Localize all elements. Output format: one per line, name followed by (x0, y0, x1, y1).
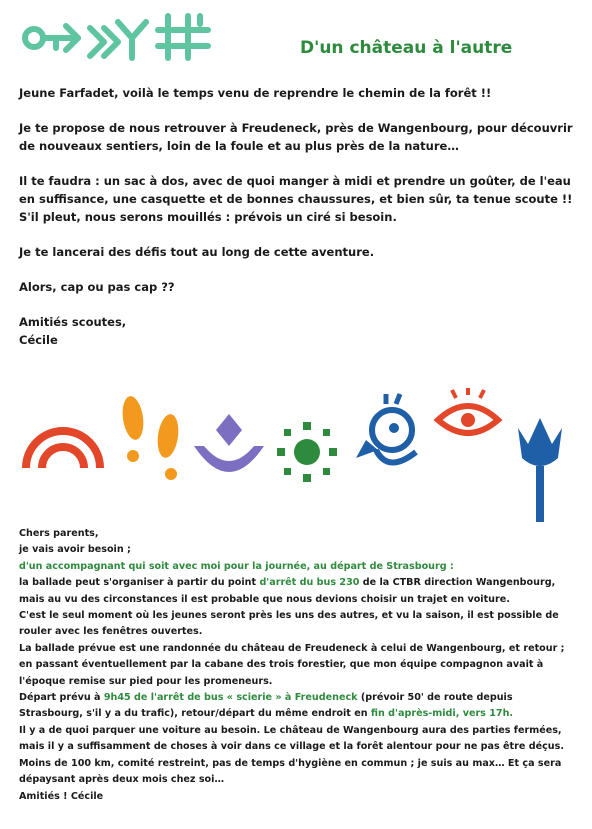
bird-icon (356, 394, 416, 463)
parents-paragraph: Départ prévu à 9h45 de l'arrêt de bus « scierie » à Freudeneck (prévoir 50' de route depuis Strasbourg, s'il y a du trafic), retour/départ du même endroit en fin d'après-midi, vers 17h. (19, 692, 514, 720)
parents-paragraph: La ballade prévue est une randonnée du château de Freudeneck à celui de Wangenbourg, et retour ; en passant éventuellement par la cabane des trois forestier, que mon équipe compagnon avait à l'époque remise sur pied pour les promeneurs. (19, 642, 565, 687)
return-highlight: fin d'après-midi, vers 17h. (370, 708, 514, 720)
parents-signature: Amitiés ! Cécile (19, 790, 104, 802)
letter-paragraph: Il te faudra : un sac à dos, avec de quoi manger à midi et prendre un goûter, de l'eau en suffisance, une casquette et de bonnes chaussures, et bien sûr, ta tenue scoute !! (19, 174, 573, 206)
parents-greeting: Chers parents, (19, 528, 99, 539)
scout-logo-icon (18, 8, 218, 64)
departure-highlight: 9h45 de l'arrêt de bus « scierie » à Freudeneck (103, 692, 358, 704)
letter-signature: Cécile (19, 333, 58, 347)
tulip-icon (518, 418, 562, 522)
parents-paragraph: Il y a de quoi parquer une voiture au besoin. Le château de Wangenbourg aura des parties fermées, mais il y a suffisamment de choses à voir dans ce village et la forêt alentour pour ne pas être déçus. (19, 724, 564, 753)
rainbow-icon (26, 431, 100, 468)
parents-paragraph: la ballade peut s'organiser à partir du point d'arrêt du bus 230 de la CTBR direction Wangenbourg, mais au vu des circonstances il est probable que nous devions choisir un trajet en voiture. (19, 577, 556, 605)
sun-icon (277, 422, 337, 482)
letter-paragraph: Je te lancerai des défis tout au long de cette aventure. (19, 245, 375, 259)
letter-signoff: Amitiés scoutes, (19, 315, 127, 329)
parents-section (19, 526, 575, 805)
eye-icon (438, 388, 498, 433)
bus-stop-highlight: d'arrêt du bus 230 (259, 577, 360, 589)
parents-paragraph: Moins de 100 km, comité restreint, pas de temps d'hygiène en commun ; je suis au max… Et ça sera dépaysant après deux mois chez soi… (19, 757, 562, 786)
letter-paragraph: Jeune Farfadet, voilà le temps venu de reprendre le chemin de la forêt !! (19, 86, 492, 100)
page-title: D'un château à l'autre (300, 38, 513, 58)
symbols-banner (18, 388, 574, 524)
letter-paragraph: Alors, cap ou pas cap ?? (19, 280, 175, 294)
smile-icon (194, 414, 264, 472)
parents-line: je vais avoir besoin ; (19, 544, 131, 556)
parents-paragraph: C'est le seul moment où les jeunes seront près les uns des autres, et vu la saison, il est possible de rouler avec les fenêtres ouvertes. (19, 610, 559, 638)
letter-paragraph: S'il pleut, nous serons mouillés : prévois un ciré si besoin. (19, 210, 397, 224)
letter-body (19, 84, 575, 349)
footprints-icon (120, 395, 181, 480)
letter-paragraph: Je te propose de nous retrouver à Freudeneck, près de Wangenbourg, pour découvrir de nouveaux sentiers, loin de la foule et au plus près de la nature… (19, 121, 573, 153)
parents-highlight: d'un accompagnant qui soit avec moi pour la journée, au départ de Strasbourg : (19, 560, 454, 572)
